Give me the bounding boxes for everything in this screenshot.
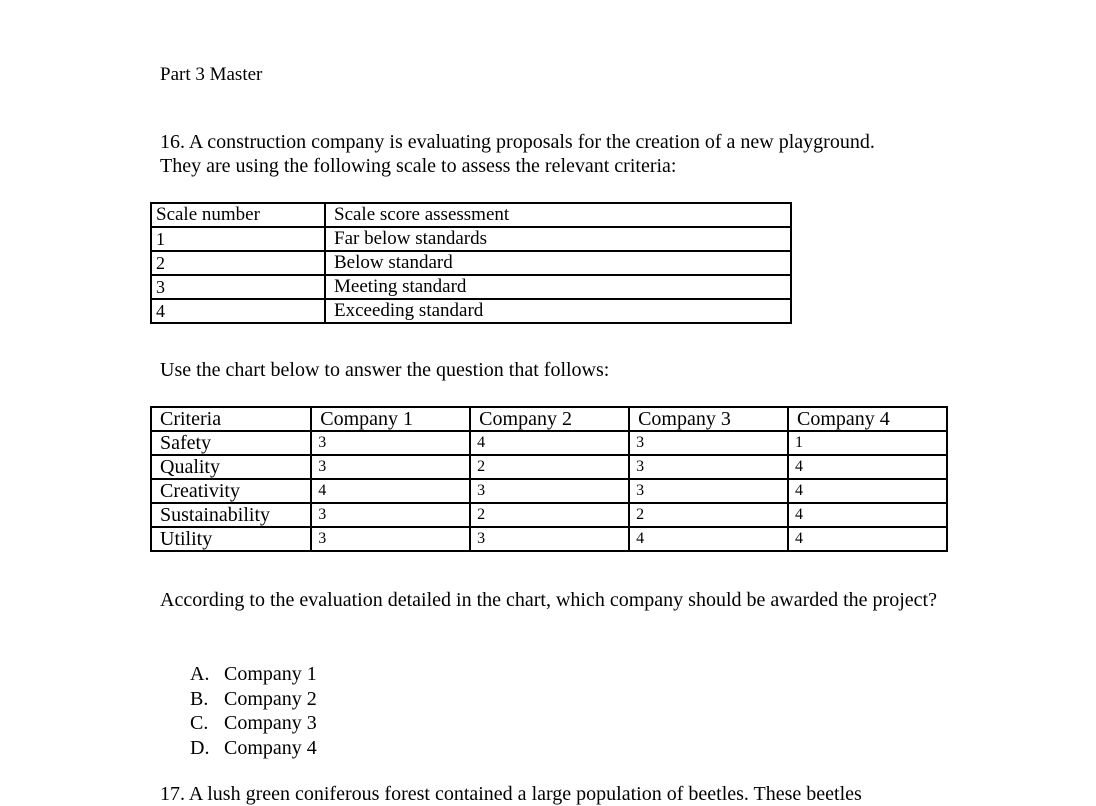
answer-option-a [190, 662, 317, 687]
scale-assessment: Below standard [325, 251, 791, 275]
score-cell: 3 [629, 431, 788, 455]
company-4-header: Company 4 [788, 407, 947, 431]
question-16-prompt: According to the evaluation detailed in the chart, which company should be awarded the project? [160, 589, 937, 611]
criteria-table [150, 406, 948, 552]
score-cell: 4 [788, 455, 947, 479]
score-cell: 3 [311, 527, 470, 551]
score-cell: 3 [311, 455, 470, 479]
score-cell: 4 [311, 479, 470, 503]
score-cell: 2 [470, 503, 629, 527]
score-cell: 2 [470, 455, 629, 479]
option-letter: C. [190, 712, 209, 734]
scale-number: 4 [151, 299, 325, 323]
answer-option-b [190, 687, 317, 712]
score-cell: 4 [788, 503, 947, 527]
option-text: Company 3 [224, 712, 317, 734]
criteria-label: Sustainability [151, 503, 311, 527]
scale-number: 2 [151, 251, 325, 275]
table-row [151, 503, 947, 527]
score-cell: 2 [629, 503, 788, 527]
company-3-header: Company 3 [629, 407, 788, 431]
score-cell: 4 [788, 527, 947, 551]
company-1-header: Company 1 [311, 407, 470, 431]
option-letter: D. [190, 736, 210, 759]
score-cell: 4 [629, 527, 788, 551]
scale-header-number: Scale number [151, 203, 325, 227]
company-2-header: Company 2 [470, 407, 629, 431]
score-cell: 3 [470, 479, 629, 503]
scale-assessment: Meeting standard [325, 275, 791, 299]
scale-number: 1 [151, 227, 325, 251]
score-cell: 3 [629, 455, 788, 479]
criteria-label: Utility [151, 527, 311, 551]
question-17-partial-text: 17. A lush green coniferous forest contained a large population of beetles. These beetles [160, 783, 862, 805]
score-cell: 3 [311, 431, 470, 455]
table-row [151, 455, 947, 479]
scale-header-assessment: Scale score assessment [325, 203, 791, 227]
option-text: Company 2 [224, 687, 317, 710]
table-row [151, 479, 947, 503]
scale-table [150, 202, 792, 324]
answer-options [190, 662, 317, 760]
option-text: Company 4 [224, 736, 317, 759]
option-text: Company 1 [224, 663, 317, 685]
score-cell: 3 [629, 479, 788, 503]
criteria-label: Quality [151, 455, 311, 479]
option-letter: B. [190, 687, 209, 710]
criteria-table-header-row [151, 407, 947, 431]
criteria-label: Creativity [151, 479, 311, 503]
table-row [151, 275, 791, 299]
criteria-label: Safety [151, 431, 311, 455]
scale-assessment: Exceeding standard [325, 299, 791, 323]
table-row [151, 431, 947, 455]
table-row [151, 251, 791, 275]
table-row [151, 299, 791, 323]
table-row [151, 527, 947, 551]
option-letter: A. [190, 663, 210, 685]
score-cell: 4 [788, 479, 947, 503]
answer-option-c [190, 711, 317, 736]
score-cell: 3 [470, 527, 629, 551]
question-16-text: 16. A construction company is evaluating proposals for the creation of a new playground. They are using the following scale to assess the relevant criteria: [160, 131, 875, 177]
score-cell: 3 [311, 503, 470, 527]
scale-number: 3 [151, 275, 325, 299]
table-row [151, 227, 791, 251]
scale-table-header-row [151, 203, 791, 227]
criteria-header: Criteria [151, 407, 311, 431]
scale-assessment: Far below standards [325, 227, 791, 251]
score-cell: 1 [788, 431, 947, 455]
score-cell: 4 [470, 431, 629, 455]
page-header: Part 3 Master [160, 64, 263, 85]
answer-option-d [190, 736, 317, 761]
chart-intro-text: Use the chart below to answer the question that follows: [160, 359, 610, 381]
